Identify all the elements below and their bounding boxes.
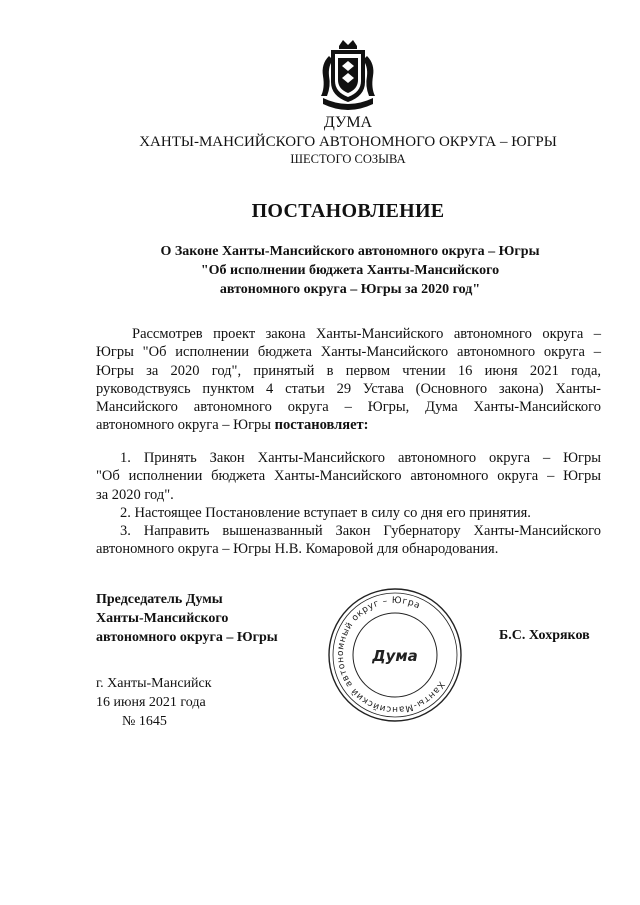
issue-city: г. Ханты-Мансийск xyxy=(96,676,212,691)
signer-position-line: автономного округа – Югры xyxy=(96,630,278,645)
issuer-name: ДУМА xyxy=(323,114,373,131)
resolution-items xyxy=(96,449,601,559)
preamble-line: Югры за 2020 год", принятый в первом чтении 16 июня 2021 года, xyxy=(96,362,601,379)
preamble-line: Рассмотрев проект закона Ханты-Мансийского автономного округа – xyxy=(132,326,601,342)
item-line: 3. Направить вышеназванный Закон Губернатору Ханты-Мансийского xyxy=(120,523,601,540)
issue-details xyxy=(96,674,212,731)
signer-name: Б.С. Хохряков xyxy=(499,628,590,643)
item-line: "Об исполнении бюджета Ханты-Мансийского автономного округа – Югры xyxy=(96,468,601,485)
issuer-convocation: ШЕСТОГО СОЗЫВА xyxy=(290,152,406,166)
subject-line: "Об исполнении бюджета Ханты-Мансийского xyxy=(200,263,500,278)
issue-date: 16 июня 2021 года xyxy=(96,695,206,710)
preamble-line: руководствуясь пунктом 4 статьи 29 Устава (Основного закона) Ханты- xyxy=(96,380,601,397)
preamble-line: автономного округа – Югры xyxy=(96,417,275,434)
preamble-line: Мансийского автономного округа – Югры, Дума Ханты-Мансийского xyxy=(96,399,601,416)
signer-position-line: Ханты-Мансийского xyxy=(96,611,229,626)
coat-of-arms-icon xyxy=(317,36,379,114)
document-type-title: ПОСТАНОВЛЕНИЕ xyxy=(251,200,445,222)
item-line: 1. Принять Закон Ханты-Мансийского автономного округа – Югры xyxy=(120,450,601,466)
issuer-region: ХАНТЫ-МАНСИЙСКОГО АВТОНОМНОГО ОКРУГА – ЮГРЫ xyxy=(139,134,557,150)
resolution-verb: постановляет: xyxy=(274,417,369,434)
subject-line: автономного округа – Югры за 2020 год" xyxy=(219,282,481,297)
seal-center-text: Дума xyxy=(372,647,418,665)
item-line: 2. Настоящее Постановление вступает в силу со дня его принятия. xyxy=(120,504,531,521)
signer-position xyxy=(96,590,278,647)
item-line: автономного округа – Югры Н.В. Комаровой для обнародования. xyxy=(96,541,499,558)
preamble-paragraph xyxy=(96,325,601,435)
subject-line: О Законе Ханты-Мансийского автономного округа – Югры xyxy=(160,244,540,259)
item-line: за 2020 год". xyxy=(96,486,174,503)
document-subject xyxy=(100,242,600,299)
seal-ring-text: Ханты-Мансийский автономный округ – Югра xyxy=(335,595,446,715)
signer-position-line: Председатель Думы xyxy=(96,592,223,607)
official-seal-icon xyxy=(326,586,464,724)
preamble-line: Югры "Об исполнении бюджета Ханты-Мансийского автономного округа – xyxy=(96,344,601,361)
issue-number: № 1645 xyxy=(122,714,167,729)
